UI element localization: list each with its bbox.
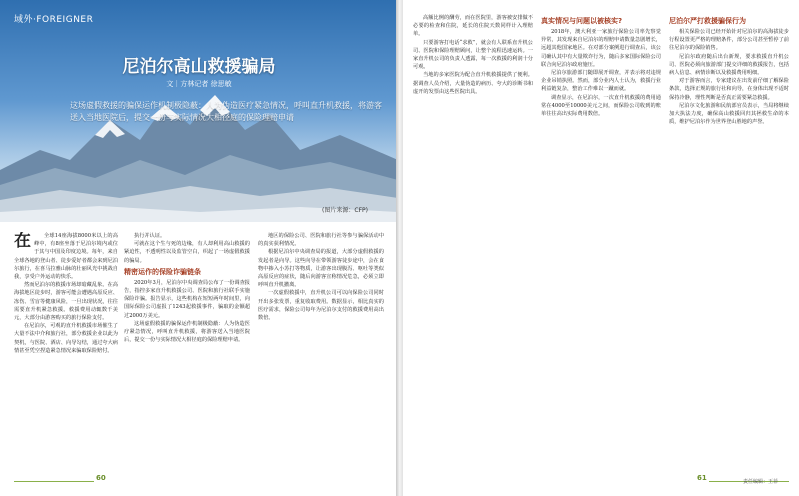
right-column-1 bbox=[413, 14, 533, 464]
paragraph: 可就在这个生与死的边缘，有人却利用高山救援的紧迫性，不透明性以及监管空白，织起了一场虚假救援的骗局。 bbox=[124, 241, 250, 264]
paragraph: 执行并认证。 bbox=[134, 233, 166, 239]
paragraph: 然而尼泊尔的救援市场却暗藏乱象。在高海拔地区徒步时，游客可能会遭遇高原反应、冻伤、雪盲等健康风险，一旦出现状况，往往需要直升机紧急救援。救援费用动辄数千美元，大部分由游客购买的旅行保险支付。 bbox=[14, 282, 118, 322]
paragraph: 在尼泊尔，可观的直升机救援市场催生了大量不法中介和旅行社，部分救援企业以此为契机，与医院、酒店、向导勾结，通过夸大病情甚至凭空捏造紧急情况来骗取保险赔付。 bbox=[14, 323, 118, 354]
paragraph: 调查显示，在尼泊尔，一次直升机救援的费用通常在4000至10000美元之间，而保险公司收到的账单往往高出实际费用数倍。 bbox=[541, 94, 661, 118]
right-column-2 bbox=[541, 14, 661, 464]
editor-note: 责任编辑：王菲 bbox=[743, 479, 779, 485]
section-heading: 精密运作的保险诈骗链条 bbox=[124, 267, 201, 276]
left-column-1 bbox=[14, 232, 118, 464]
paragraph: 尼泊尔旅游部门随即展开调查，并表示将对违规企业吊销执照。然而，部分业内人士认为，救援行业利益链复杂，整治工作难以一蹴而就。 bbox=[541, 70, 661, 93]
paragraph: 高额比例的酬劳，而在医院里，游客被安排做不必要的检查和住院，延长的住院天数同样计入理赔单。 bbox=[413, 15, 533, 38]
photo-credit: (图片来源：CFP) bbox=[322, 207, 368, 214]
paragraph: 全球14座海拔8000米以上的高峰中，有8座坐落于尼泊尔境内或位于其与中国及印度边境。每年，来自全球各地的登山者、徒步爱好者都会来到尼泊尔旅行，在喜马拉雅山脉的壮丽风光中挑战自我，享受户外运动的快乐。 bbox=[14, 233, 118, 281]
left-column-3 bbox=[258, 232, 384, 464]
left-page bbox=[0, 0, 398, 496]
paragraph: 尼泊尔文化旅游和民航部官员表示，当局将继续加大执法力度，确保高山救援回归其拯救生命的本质，维护尼泊尔作为世界登山胜地的声誉。 bbox=[669, 102, 789, 126]
section-heading: 尼泊尔严打救援骗保行为 bbox=[669, 17, 746, 25]
paragraph: 尼泊尔政府随后出台新规，要求救援直升机公司、医院必须向旅游部门提交详细的救援报告，包括病人信息、病情诊断以及救援费用明细。 bbox=[669, 53, 789, 77]
right-page bbox=[403, 0, 799, 496]
paragraph: 相关保险公司已经开始针对尼泊尔的高海拔徒步行程设置更严格的理赔条件，部分公司甚至暂停了前往尼泊尔的保险销售。 bbox=[669, 29, 789, 52]
drop-cap: 在 bbox=[14, 232, 31, 251]
article-byline: 文｜方林记者 徐思敏 bbox=[166, 80, 232, 88]
left-column-2 bbox=[124, 232, 250, 464]
section-heading: 真实情况与问题以被核实? bbox=[541, 17, 623, 25]
article-lede: 这场虚假救援的骗保运作机制极隐蔽：人为伪造医疗紧急情况，呼叫直升机救援，将游客送入当地医院后，提交一份与实际情况大相径庭的保险理赔申请 bbox=[70, 101, 382, 122]
hero-image-mountains bbox=[0, 0, 398, 222]
page-number-left: 60 bbox=[96, 474, 106, 482]
page-number-right: 61 bbox=[697, 474, 707, 482]
footer-rule bbox=[14, 481, 94, 482]
paragraph: 2018年，澳大利亚一家旅行保险公司率先察觉异常，其发现来自尼泊尔的理赔申请数量急剧增长，远超其他国家地区。在对部分案例进行调查后，该公司确认其中有大量欺诈行为，随后多家国际保险公司联合向尼泊尔政府施压。 bbox=[541, 29, 661, 68]
section-tag: 域外·FOREIGNER bbox=[14, 15, 94, 25]
paragraph: 2020年3月，尼泊尔中央调查局公布了一份调查报告，指控多家直升机救援公司、医院和旅行社联手实施保险诈骗。报告显示，这些机构在短短两年时间里，向国际保险公司虚报了1243起救援事件，骗取的金额超过2000万美元。 bbox=[124, 279, 250, 319]
paragraph: 只要游客打电话“求救”，就会有人联系直升机公司、医院和保险理赔顾问，让整个流程迅速运转。一家直升机公司的负责人透露，每一次救援的利润十分可观。 bbox=[413, 39, 533, 71]
paragraph: 一次虚假救援中，直升机公司可以向保险公司同时开出多张发票，重复收取费用。数据显示，相比真实的医疗需求，保险公司每年为尼泊尔支付的救援费用高出数倍。 bbox=[258, 290, 384, 322]
paragraph: 这场虚假救援的骗保运作机制极隐蔽：人为伪造医疗紧急情况，呼叫直升机救援，将游客送入当地医院后，提交一份与实际情况大相径庭的保险理赔申请。 bbox=[124, 320, 250, 344]
paragraph: 根据尼泊尔中央调查局的报道，大部分虚假救援的发起者是向导。这些向导在带领游客徒步途中，会在食物中掺入小苏打等物质，让游客出现腹泻、呕吐等类似高原反应的症状，随后向游客宣称情况危急，必须立即呼叫直升机撤离。 bbox=[258, 249, 384, 289]
paragraph: 对于游客而言，专家建议在出发前仔细了解保险条款，选择正规的旅行社和向导，在身体出现不适时保持冷静，理性判断是否真正需要紧急救援。 bbox=[669, 78, 789, 101]
paragraph: 地区的保险公司、医院和旅行社等参与骗保活动中的真实获利情况。 bbox=[258, 233, 384, 248]
paragraph: 当地的多家医院为配合直升机救援提供了便利。据调查人员介绍，大量伪造的病历、夸大的诊断书和虚开的发票由这些医院出具。 bbox=[413, 72, 533, 95]
right-column-3 bbox=[669, 14, 789, 464]
article-title: 尼泊尔高山救援骗局 bbox=[122, 57, 276, 77]
